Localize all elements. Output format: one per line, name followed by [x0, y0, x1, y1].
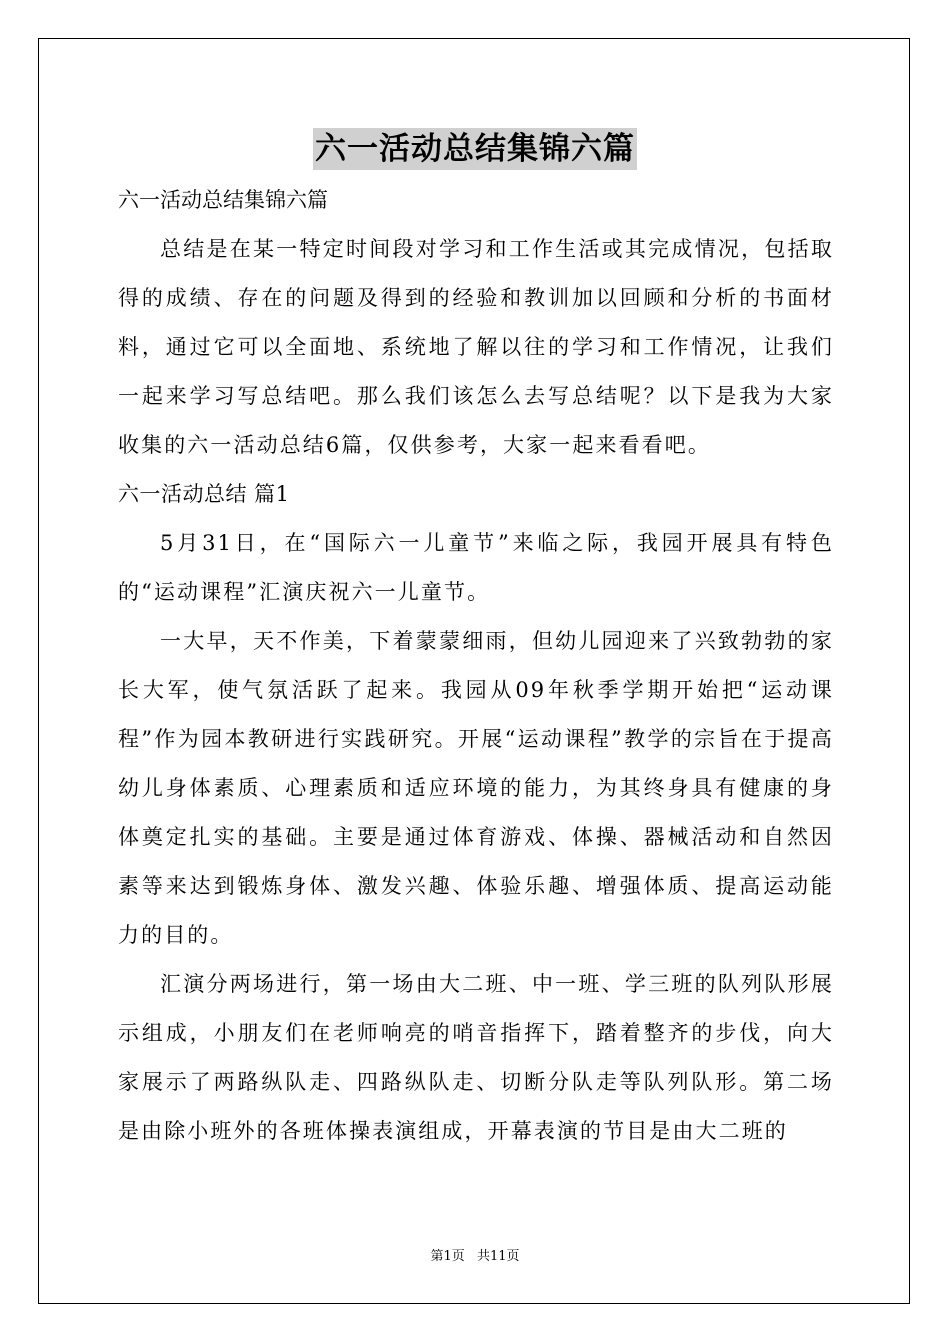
- body-paragraph: 一大早，天不作美，下着蒙蒙细雨，但幼儿园迎来了兴致勃勃的家长大军，使气氛活跃了起来。我园从09年秋季学期开始把“运动课程”作为园本教研进行实践研究。开展“运动课程”教学的宗旨在于提高幼儿身体素质、心理素质和适应环境的能力，为其终身具有健康的身体奠定扎实的基础。主要是通过体育游戏、体操、器械活动和自然因素等来达到锻炼身体、激发兴趣、体验乐趣、增强体质、提高运动能力的目的。: [118, 629, 834, 947]
- page-footer: [0, 1248, 950, 1266]
- document-title: 六一活动总结集锦六篇: [313, 128, 637, 170]
- paragraph-list: [118, 225, 834, 1156]
- page-number: 第1页: [430, 1249, 465, 1264]
- title-container: [0, 128, 950, 170]
- page-total: 共11页: [476, 1249, 520, 1264]
- body-paragraph: 5月31日，在“国际六一儿童节”来临之际，我园开展具有特色的“运动课程”汇演庆祝六一儿童节。: [118, 531, 834, 604]
- section-heading: 六一活动总结 篇1: [118, 482, 290, 506]
- document-subtitle: 六一活动总结集锦六篇: [118, 188, 328, 212]
- body-paragraph: 总结是在某一特定时间段对学习和工作生活或其完成情况，包括取得的成绩、存在的问题及得到的经验和教训加以回顾和分析的书面材料，通过它可以全面地、系统地了解以往的学习和工作情况，让我们一起来学习写总结吧。那么我们该怎么去写总结呢？以下是我为大家收集的六一活动总结6篇，仅供参考，大家一起来看看吧。: [118, 237, 834, 457]
- body-paragraph: 汇演分两场进行，第一场由大二班、中一班、学三班的队列队形展示组成，小朋友们在老师响亮的哨音指挥下，踏着整齐的步伐，向大家展示了两路纵队走、四路纵队走、切断分队走等队列队形。第二场是由除小班外的各班体操表演组成，开幕表演的节目是由大二班的: [118, 972, 834, 1143]
- document-body: [118, 176, 834, 1156]
